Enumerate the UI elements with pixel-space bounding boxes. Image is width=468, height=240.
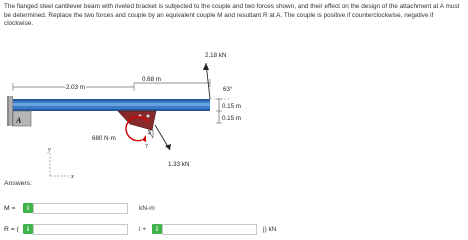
couple-label: 680 N·m <box>92 135 116 142</box>
dim-2-03: 2.03 m <box>66 84 85 91</box>
info-icon-rx[interactable]: i <box>23 224 33 234</box>
axis-x: x <box>71 173 74 180</box>
info-icon-ry[interactable]: i <box>152 224 162 234</box>
answer-row-m <box>4 201 155 215</box>
rx-input[interactable] <box>33 224 128 235</box>
support-label: A <box>16 116 22 125</box>
force-top-arrowhead <box>203 63 209 70</box>
answers-heading: Answers: <box>4 180 32 187</box>
m-unit: kN-m <box>139 204 155 212</box>
m-label: M = <box>4 204 16 212</box>
bracket <box>118 111 156 130</box>
r-unit: j) kN <box>263 225 277 233</box>
m-input[interactable] <box>33 203 128 214</box>
slope-run: 4 <box>148 131 152 137</box>
r-label: R = ( <box>4 225 19 233</box>
dim-upper: 0.15 m <box>222 103 241 110</box>
force-bottom-arrowhead <box>165 144 171 150</box>
force-bottom-label: 1.33 kN <box>168 161 190 168</box>
force-top-label: 2.18 kN <box>205 52 227 59</box>
ry-input[interactable] <box>162 224 257 235</box>
slope-rise: 7 <box>145 144 149 150</box>
info-icon-m[interactable]: i <box>23 203 33 213</box>
dim-0-68: 0.68 m <box>142 76 161 83</box>
answer-row-r <box>4 222 277 236</box>
r-mid: i + <box>139 225 147 233</box>
angle-label: 63° <box>223 86 233 93</box>
problem-statement: The flanged steel cantilever beam with riveted bracket is subjected to the couple and two forces shown, and their effect on the design of the attachment at A must be determined. Replace the two forces and couple by an equivalent couple M and resultant R at A. The couple is positive if counterclockwise, negative if clockwise. <box>4 3 460 28</box>
dim-lower: 0.15 m <box>222 115 241 122</box>
axis-y: y <box>48 146 51 153</box>
